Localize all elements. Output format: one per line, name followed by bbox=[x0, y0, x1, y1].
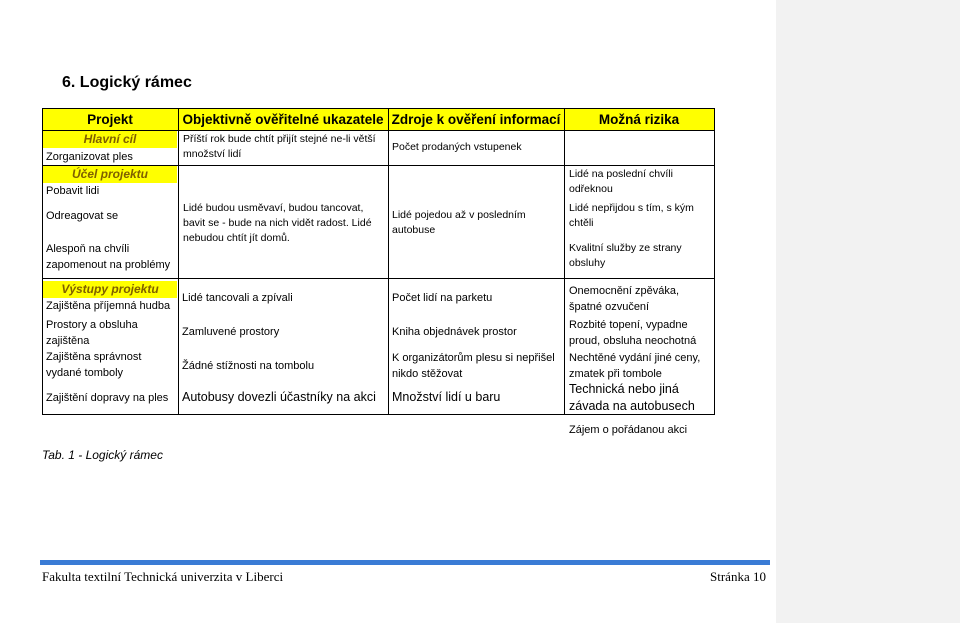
footer-institution: Fakulta textilní Technická univerzita v Liberci bbox=[42, 569, 284, 584]
footer-rule bbox=[40, 560, 770, 565]
hlavni-cil-title: Hlavní cíl bbox=[83, 132, 137, 146]
hlavni-cil-ukazatel: Příští rok bude chtít přijít stejné ne-li větší množství lidí bbox=[183, 133, 376, 160]
section-heading: 6. Logický rámec bbox=[62, 74, 192, 91]
header-ukazatele: Objektivně ověřitelné ukazatele bbox=[182, 112, 384, 127]
vystup-2-projekt: Prostory a obsluha zajištěna bbox=[46, 319, 138, 347]
hlavni-cil-item: Zorganizovat ples bbox=[46, 151, 133, 163]
ucel-item-3: Alespoň na chvíli zapomenout na problémy bbox=[46, 243, 171, 271]
vystup-4-riziko: Technická nebo jiná závada na autobusech bbox=[569, 382, 695, 413]
ucel-riziko-1: Lidé na poslední chvíli odřeknou bbox=[569, 168, 673, 195]
table-col-divider-2 bbox=[388, 108, 389, 415]
table-border-right bbox=[714, 108, 715, 415]
ucel-title: Účel projektu bbox=[71, 167, 149, 181]
vystup-1-zdroj: Počet lidí na parketu bbox=[392, 292, 493, 304]
table-border-left bbox=[42, 108, 43, 415]
vystup-4-ukazatel: Autobusy dovezli účastníky na akci bbox=[182, 390, 376, 404]
ucel-ukazatel: Lidé budou usměvaví, budou tancovat, bavit se - bude na nich vidět radost. Lidé nebudou chtít jít domů. bbox=[183, 202, 372, 244]
footer-page-number: Stránka 10 bbox=[710, 569, 766, 584]
vystup-4-projekt: Zajištění dopravy na ples bbox=[46, 392, 169, 404]
ucel-item-2: Odreagovat se bbox=[46, 210, 119, 222]
ucel-zdroj: Lidé pojedou až v posledním autobuse bbox=[392, 209, 526, 236]
hlavni-cil-zdroj: Počet prodaných vstupenek bbox=[392, 141, 522, 153]
header-zdroje: Zdroje k ověření informací bbox=[391, 112, 561, 127]
vystup-2-zdroj: Kniha objednávek prostor bbox=[392, 326, 517, 338]
right-margin-panel bbox=[776, 0, 960, 623]
vystup-3-ukazatel: Žádné stížnosti na tombolu bbox=[182, 360, 315, 372]
ucel-item-1: Pobavit lidi bbox=[46, 185, 100, 197]
table-col-divider-1 bbox=[178, 108, 179, 415]
table-caption: Tab. 1 - Logický rámec bbox=[42, 448, 163, 462]
vystup-1-riziko: Onemocnění zpěváka, špatné ozvučení bbox=[569, 285, 680, 313]
ucel-riziko-2: Lidé nepřijdou s tím, s kým chtěli bbox=[569, 202, 694, 229]
table-border-top bbox=[42, 108, 715, 109]
header-rizika: Možná rizika bbox=[598, 112, 680, 127]
vystup-2-ukazatel: Zamluvené prostory bbox=[182, 326, 280, 338]
vystupy-extra-riziko: Zájem o pořádanou akci bbox=[569, 424, 688, 436]
vystup-1-projekt: Zajištěna příjemná hudba bbox=[46, 300, 171, 312]
vystupy-title: Výstupy projektu bbox=[61, 282, 159, 296]
vystup-2-riziko: Rozbité topení, vypadne proud, obsluha neochotná bbox=[569, 319, 697, 347]
vystup-4-zdroj: Množství lidí u baru bbox=[392, 390, 501, 404]
ucel-riziko-3: Kvalitní služby ze strany obsluhy bbox=[569, 242, 682, 269]
vystup-1-ukazatel: Lidé tancovali a zpívali bbox=[182, 292, 293, 304]
header-projekt: Projekt bbox=[87, 112, 133, 127]
vystup-3-riziko: Nechtěné vydání jiné ceny, zmatek při tombole bbox=[569, 352, 701, 380]
table-col-divider-3 bbox=[564, 108, 565, 415]
vystup-3-zdroj: K organizátorům plesu si nepřišel nikdo stěžovat bbox=[392, 352, 555, 380]
table-divider-vystupy bbox=[42, 278, 715, 279]
vystup-3-projekt: Zajištěna správnost vydané tomboly bbox=[46, 351, 142, 379]
